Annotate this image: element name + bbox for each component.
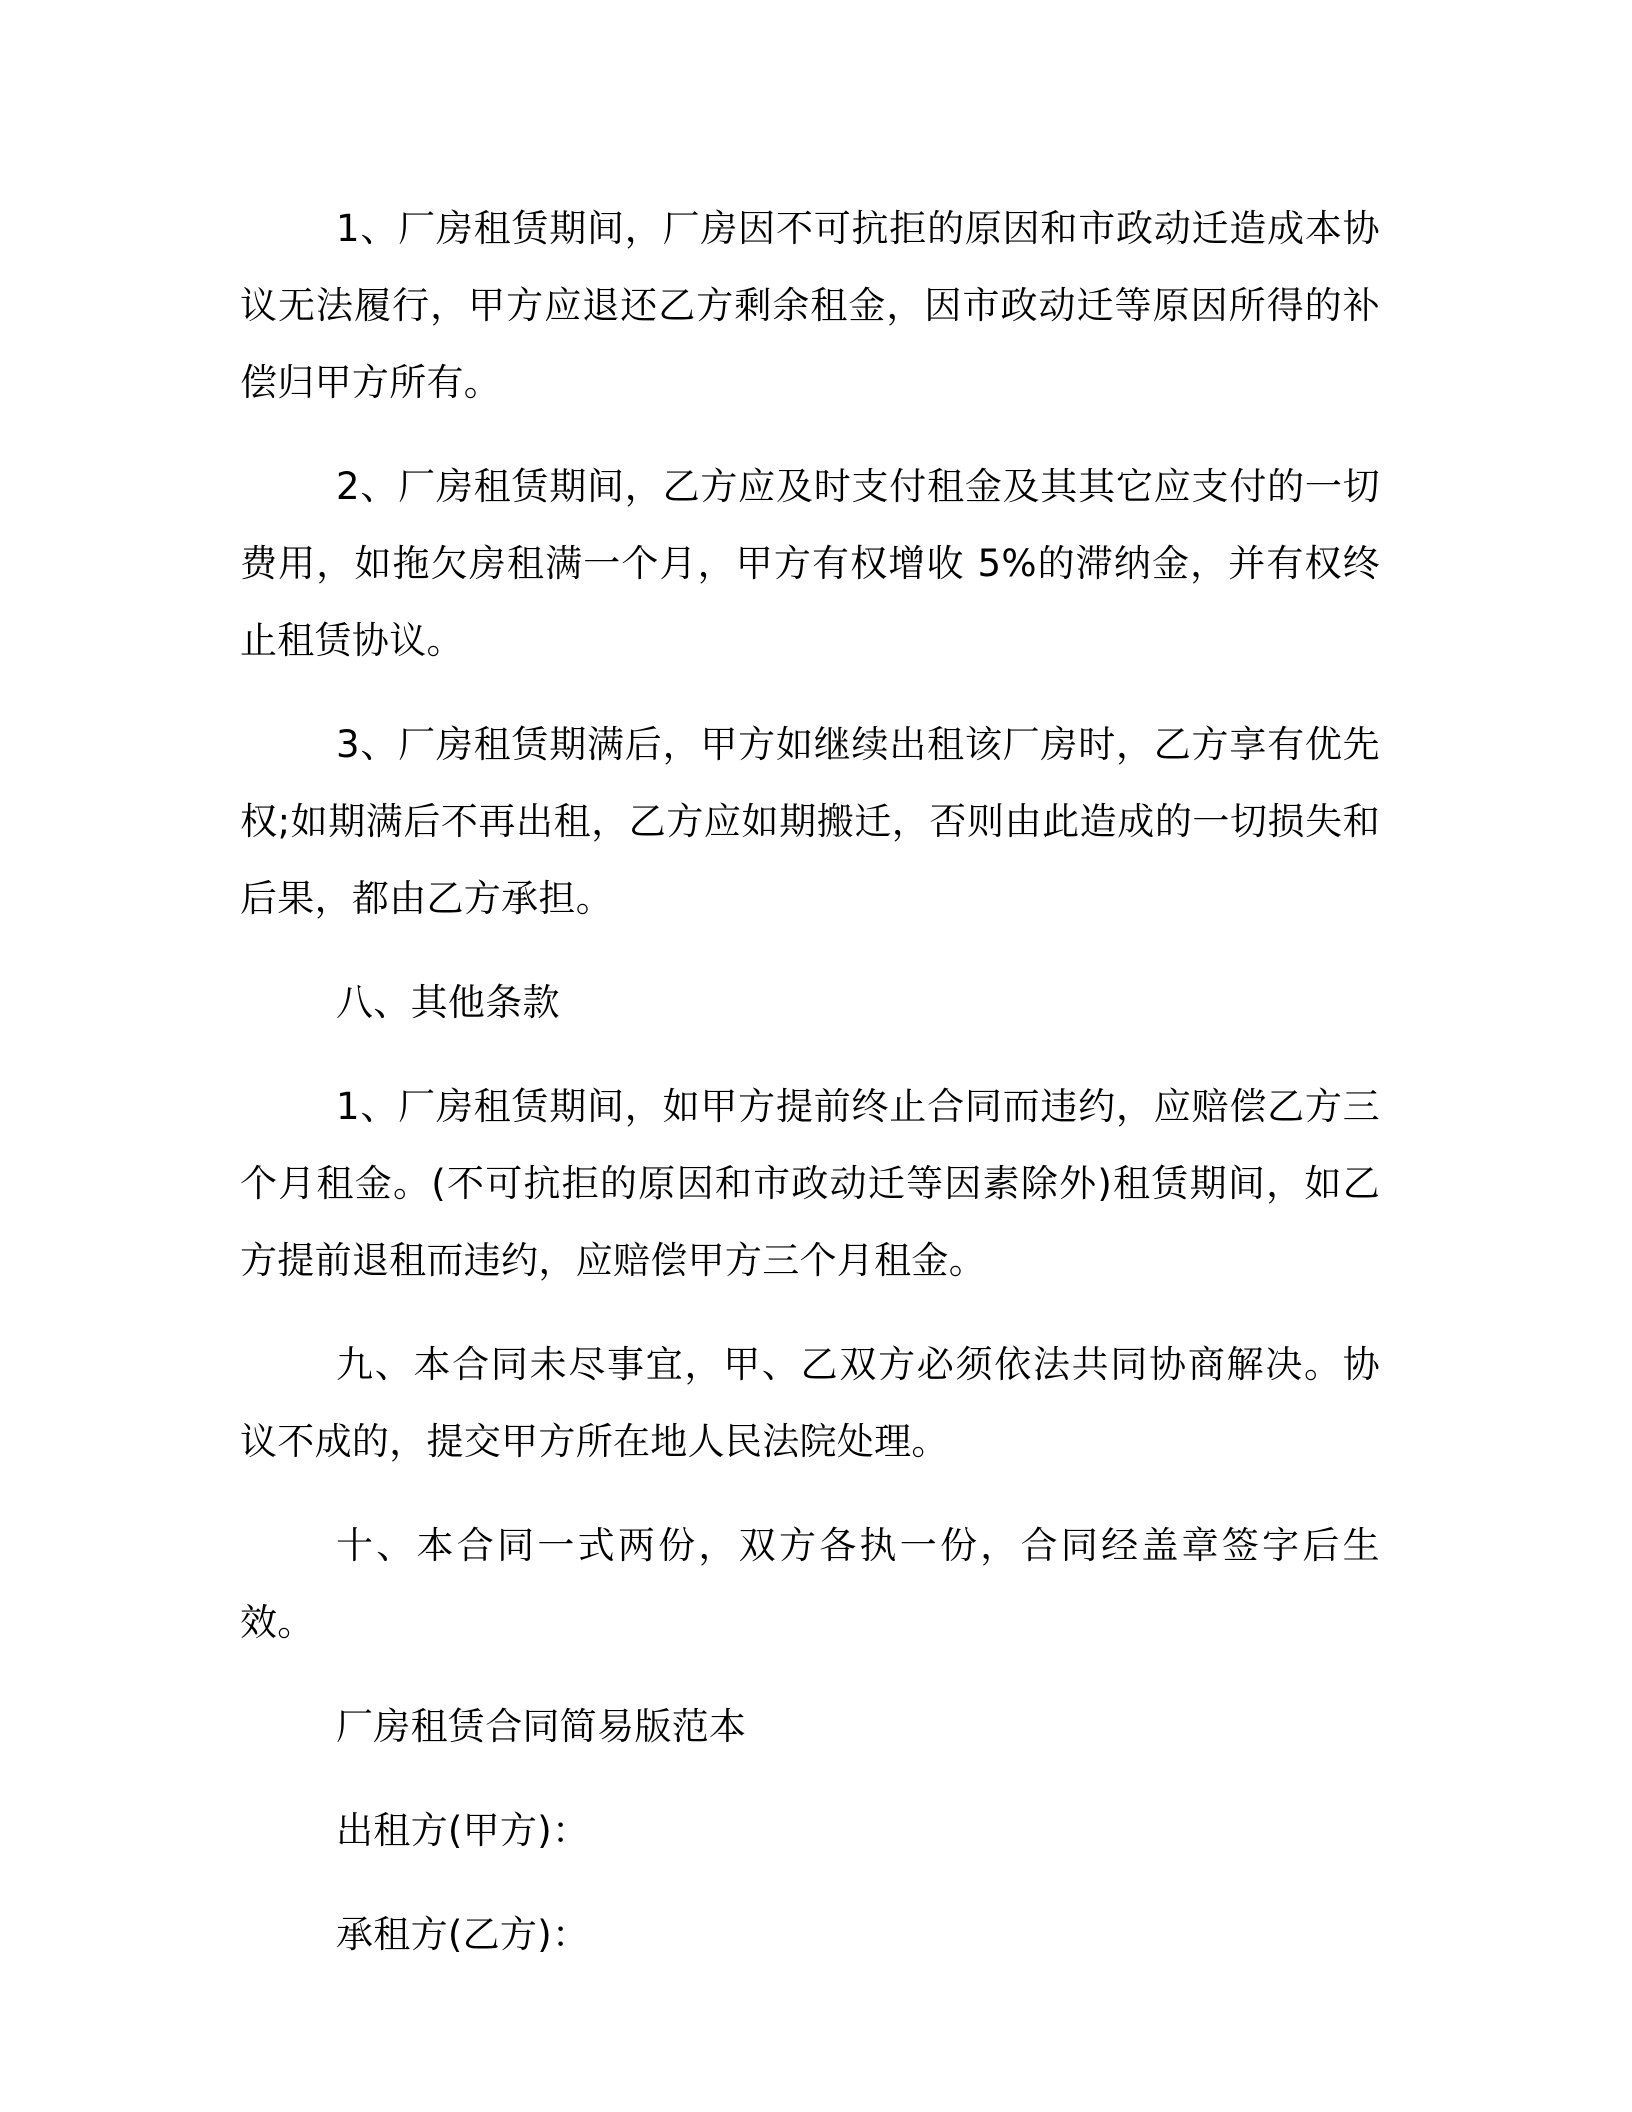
lessor-label: 出租方(甲方)： (336, 1809, 590, 1852)
lessee-label: 承租方(乙方)： (336, 1913, 590, 1956)
section-ten-copies: 十、本合同一式两份，双方各执一份，合同经盖章签字后生效。 (240, 1524, 1380, 1644)
document-body (240, 190, 1380, 2000)
clause-early-termination: 1、厂房租赁期间，如甲方提前终止合同而违约，应赔偿乙方三个月租金。(不可抗拒的原因和市政动迁等因素除外)租赁期间，如乙方提前退租而违约，应赔偿甲方三个月租金。 (240, 1085, 1380, 1282)
section-nine-disputes: 九、本合同未尽事宜，甲、乙双方必须依法共同协商解决。协议不成的，提交甲方所在地人民法院处理。 (240, 1343, 1380, 1463)
section-heading-other-terms: 八、其他条款 (336, 981, 560, 1024)
template-title: 厂房租赁合同简易版范本 (336, 1705, 747, 1748)
clause-3-renewal: 3、厂房租赁期满后，甲方如继续出租该厂房时，乙方享有优先权;如期满后不再出租，乙方应如期搬迁，否则由此造成的一切损失和后果，都由乙方承担。 (240, 723, 1380, 920)
clause-2-payment: 2、厂房租赁期间，乙方应及时支付租金及其其它应支付的一切费用，如拖欠房租满一个月，甲方有权增收 5%的滞纳金，并有权终止租赁协议。 (240, 465, 1380, 662)
clause-1-force-majeure: 1、厂房租赁期间，厂房因不可抗拒的原因和市政动迁造成本协议无法履行，甲方应退还乙方剩余租金，因市政动迁等原因所得的补偿归甲方所有。 (240, 207, 1380, 404)
